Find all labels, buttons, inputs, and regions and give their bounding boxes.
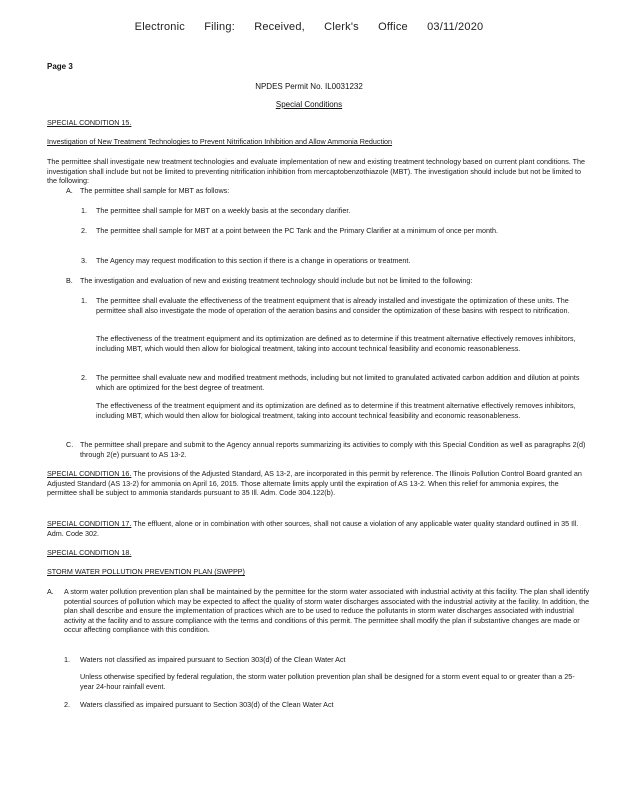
sc15-c-marker: C. bbox=[66, 440, 74, 449]
sc18-item2-text: Waters classified as impaired pursuant to Section 303(d) of the Clean Water Act bbox=[80, 700, 334, 709]
sc15-subheading: Investigation of New Treatment Technologies to Prevent Nitrification Inhibition and Allow Ammonia Reduction bbox=[47, 137, 393, 146]
sc17-heading: SPECIAL CONDITION 17. bbox=[47, 519, 132, 528]
sc15-a-item2: The permittee shall sample for MBT at a point between the PC Tank and the Primary Clarifier at a minimum of once per month. bbox=[96, 226, 499, 235]
sc18-item1-num: 1. bbox=[64, 655, 70, 664]
special-conditions-title: Special Conditions bbox=[275, 100, 343, 109]
permit-number: NPDES Permit No. IL0031232 bbox=[255, 82, 363, 91]
sc15-b-marker: B. bbox=[66, 276, 73, 285]
sc15-intro: The permittee shall investigate new treatment technologies and evaluate implementation of new and existing treatment technology based on current plant conditions. The investigation shall include but not be limited to preventing nitrification inhibition from mercaptobenzothiazole (MBT). The investigation should include but not be limited to the following: bbox=[47, 157, 586, 186]
sc15-b-item1-p1: The permittee shall evaluate the effectiveness of the treatment equipment that is already installed and investigate the optimization of these units. The permittee shall also investigate the mode of operation of the aeration basins and consider the optimization of these basins with respect to nitrification. bbox=[96, 296, 570, 315]
sc15-a-item3-num: 3. bbox=[81, 256, 87, 265]
sc15-b-item1-p2: The effectiveness of the treatment equipment and its optimization are defined as to determine if this treatment alternative effectively removes inhibitors, including MBT, which would then allow for biological treatment, taking into account technical feasibility and economic reasonableness. bbox=[96, 334, 576, 353]
sc16-text: The provisions of the Adjusted Standard, AS 13-2, are incorporated in this permit by reference. The Illinois Pollution Control Board granted an Adjusted Standard (AS 13-2) for ammonia on April 16, 2015. Those alternate limits apply until the expiration of AS 13-2. When this relief for ammonia expires, the permittee shall be subject to ammonia standards pursuant to 35 Ill. Adm. Code 304.122(b). bbox=[47, 469, 582, 498]
sc15-a-item2-num: 2. bbox=[81, 226, 87, 235]
sc16-heading: SPECIAL CONDITION 16. bbox=[47, 469, 132, 478]
sc15-b-item2-p2: The effectiveness of the treatment equipment and its optimization are defined as to determine if this treatment alternative effectively removes inhibitors, including MBT, which would then allow for biological treatment, taking into account technical feasibility and economic reasonableness. bbox=[96, 401, 576, 420]
sc15-b-item2-p1: The permittee shall evaluate new and modified treatment methods, including but not limited to granulated activated carbon addition and dilution at points which are optimized for the best degree of treatment. bbox=[96, 373, 580, 392]
sc15-b-item1-num: 1. bbox=[81, 296, 87, 305]
sc17-paragraph bbox=[47, 519, 587, 538]
sc18-heading: SPECIAL CONDITION 18. bbox=[47, 548, 132, 557]
sc18-a-text: A storm water pollution prevention plan shall be maintained by the permittee for the storm water associated with industrial activity at this facility. The plan shall identify potential sources of pollution which may be expected to affect the quality of storm water discharges associated with the industrial activity at the facility. In addition, the plan shall describe and ensure the implementation of practices which are to be used to reduce the pollutants in storm water discharges associated with industrial activity at the facility and to assure compliance with the terms and conditions of this permit. The permittee shall modify the plan if substantive changes are made or occur affecting compliance with this condition. bbox=[64, 587, 590, 635]
filing-stamp-header: Electronic Filing: Received, Clerk's Office 03/11/2020 bbox=[134, 21, 484, 33]
sc15-a-item1-num: 1. bbox=[81, 206, 87, 215]
sc16-paragraph bbox=[47, 469, 587, 498]
page-label: Page 3 bbox=[47, 62, 73, 71]
sc15-heading: SPECIAL CONDITION 15. bbox=[47, 118, 132, 127]
sc17-text: The effluent, alone or in combination with other sources, shall not cause a violation of any applicable water quality standard outlined in 35 Ill. Adm. Code 302. bbox=[47, 519, 579, 538]
sc15-b-item2-num: 2. bbox=[81, 373, 87, 382]
sc15-a-item3: The Agency may request modification to this section if there is a change in operations or treatment. bbox=[96, 256, 411, 265]
sc18-item2-num: 2. bbox=[64, 700, 70, 709]
sc15-a-text: The permittee shall sample for MBT as follows: bbox=[80, 186, 230, 195]
sc18-a-marker: A. bbox=[47, 587, 54, 596]
sc18-item1-sub: Unless otherwise specified by federal regulation, the storm water pollution prevention plan shall be designed for a storm event equal to or greater than a 25-year 24-hour rainfall event. bbox=[80, 672, 575, 691]
sc15-b-text: The investigation and evaluation of new and existing treatment technology should include but not be limited to the following: bbox=[80, 276, 473, 285]
sc18-subheading: STORM WATER POLLUTION PREVENTION PLAN (SWPPP) bbox=[47, 567, 245, 576]
sc15-a-item1: The permittee shall sample for MBT on a weekly basis at the secondary clarifier. bbox=[96, 206, 351, 215]
sc15-c-text: The permittee shall prepare and submit to the Agency annual reports summarizing its activities to comply with this Special Condition as well as paragraphs 2(d) through 2(e) pursuant to AS 13-2. bbox=[80, 440, 586, 459]
sc15-a-marker: A. bbox=[66, 186, 73, 195]
sc18-item1-text: Waters not classified as impaired pursuant to Section 303(d) of the Clean Water Act bbox=[80, 655, 346, 664]
